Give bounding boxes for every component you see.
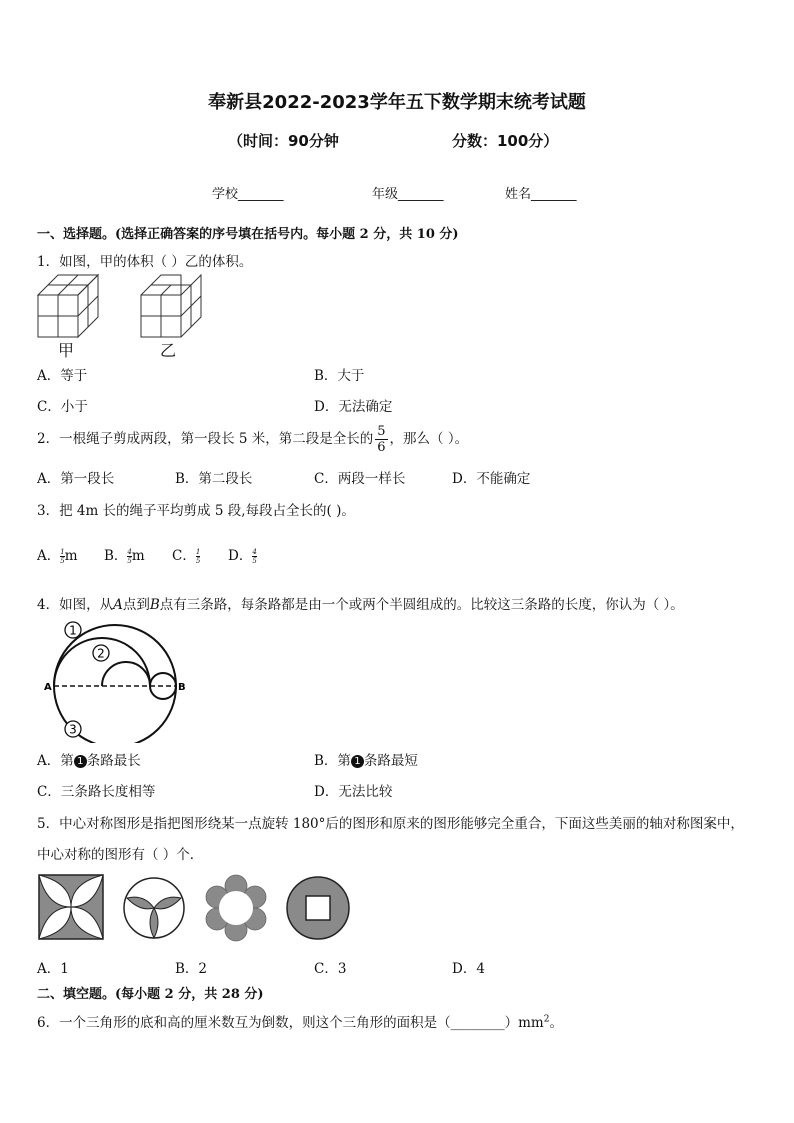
- q4-stem: 4．如图，从A点到B点有三条路，每条路都是由一个或两个半圆组成的。比较这三条路的长度，你认为（ ）。: [37, 597, 684, 613]
- pattern-flower: [202, 874, 270, 942]
- section1-heading: 一、选择题。(选择正确答案的序号填在括号内。每小题 2 分，共 10 分): [37, 227, 459, 242]
- q4-option-c: C．三条路长度相等: [37, 784, 156, 800]
- q1-option-a: A．等于: [37, 368, 88, 384]
- grade-field: 年级_______: [372, 187, 444, 202]
- q1-option-b: B．大于: [314, 368, 365, 384]
- q5-option-a: A．1: [37, 961, 69, 977]
- q3-option-b: B． $\frac{4}{5}m$: [104, 548, 145, 565]
- q3-option-a: A． $\frac{1}{5}m$: [37, 548, 78, 565]
- q2-fraction: $\frac{5}{6}$: [377, 424, 386, 455]
- pattern-circle-three-petals: [122, 876, 186, 940]
- exam-time: （时间：90分钟: [228, 132, 339, 150]
- exam-score: 分数：100分）: [452, 132, 559, 150]
- name-field: 姓名_______: [505, 187, 577, 202]
- page-title: 奉新县2022-2023学年五下数学期末统考试题: [208, 92, 586, 113]
- q3-stem: 3．把 4m 长的绳子平均剪成 5 段,每段占全长的( )。: [37, 503, 355, 519]
- point-b-label: B: [178, 682, 186, 693]
- q2-stem: 2．一根绳子剪成两段，第一段长 5 米，第二段是全长的 $\frac{5}{6}$ ，那么（ ）。: [37, 424, 469, 455]
- q5-stem-line2: 中心对称的图形有（ ）个．: [37, 847, 204, 863]
- section2-heading: 二、填空题。(每小题 2 分，共 28 分): [37, 987, 264, 1002]
- point-a-label: A: [44, 682, 52, 693]
- q3-option-c: C． $\frac{1}{5}$: [172, 548, 201, 565]
- path-label-3: 3: [69, 722, 77, 737]
- cube-figure-jia: [36, 273, 102, 339]
- q1-stem: 1．如图，甲的体积（ ）乙的体积。: [37, 254, 253, 270]
- q2-option-b: B．第二段长: [175, 471, 253, 487]
- label-yi: 乙: [160, 341, 177, 360]
- label-jia: 甲: [58, 341, 75, 360]
- q4-option-d: D．无法比较: [314, 784, 393, 800]
- q5-option-d: D．4: [452, 961, 485, 977]
- cube-figure-yi: [139, 273, 205, 339]
- three-paths-figure: [36, 618, 196, 743]
- school-field: 学校_______: [212, 187, 284, 202]
- q5-option-c: C．3: [314, 961, 347, 977]
- q2-option-d: D．不能确定: [452, 471, 531, 487]
- q6-stem: 6．一个三角形的底和高的厘米数互为倒数，则这个三角形的面积是$(\_\_\_\_\_\_\_\_)mm^2$。: [37, 1014, 563, 1031]
- q2-option-a: A．第一段长: [37, 471, 115, 487]
- path-label-2: 2: [97, 646, 105, 661]
- path-label-1: 1: [69, 623, 77, 638]
- q3-option-d: D． $\frac{4}{5}$: [228, 548, 257, 565]
- q1-option-d: D．无法确定: [314, 399, 393, 415]
- q4-option-a: A．第 1 条路最长: [37, 753, 141, 769]
- pattern-square-petals: [38, 874, 104, 940]
- q1-option-c: C．小于: [37, 399, 88, 415]
- pattern-coin: [284, 874, 352, 942]
- q5-option-b: B．2: [175, 961, 208, 977]
- q4-option-b: B．第 1 条路最短: [314, 753, 418, 769]
- q5-stem-line1: 5．中心对称图形是指把图形绕某一点旋转 180°后的图形和原来的图形能够完全重合，下面这些美丽的轴对称图案中，: [37, 816, 744, 832]
- q2-option-c: C．两段一样长: [314, 471, 406, 487]
